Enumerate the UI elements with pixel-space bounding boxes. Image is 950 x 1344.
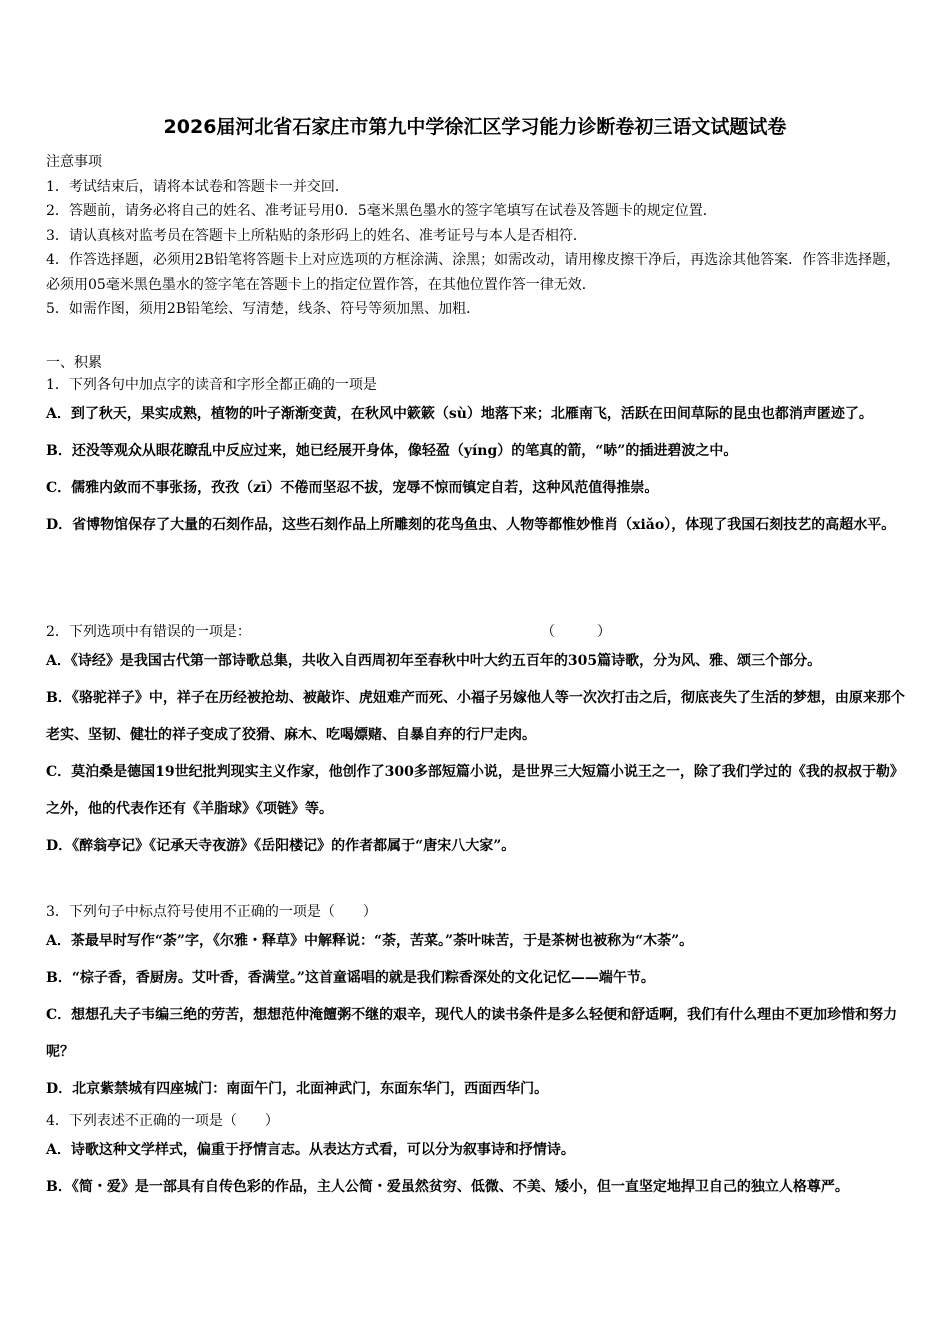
notice-item: 5．如需作图，须用2B铅笔绘、写清楚，线条、符号等须加黑、加粗． <box>46 301 481 317</box>
option-a: A．《诗经》是我国古代第一部诗歌总集，共收入自西周初年至春秋中叶大约五百年的305篇诗歌，分为风、雅、颂三个部分。 <box>46 653 822 669</box>
section-heading: 一、积累 <box>46 355 102 371</box>
option-b: B．《简・爱》是一部具有自传色彩的作品，主人公简・爱虽然贫穷、低微、不美、矮小，但一直坚定地捍卫自己的独立人格尊严。 <box>46 1179 849 1195</box>
option-list <box>46 923 906 1108</box>
option-list <box>46 396 906 544</box>
option-b: B．还没等观众从眼花瞭乱中反应过来，她已经展开身体，像轻盈（yíng）的笔真的箭，“哧”的插进碧波之中。 <box>46 443 738 459</box>
option-a: A．诗歌这种文学样式，偏重于抒情言志。从表达方式看，可以分为叙事诗和抒情诗。 <box>46 1142 575 1158</box>
answer-parentheses: （ ） <box>541 624 611 640</box>
question-2 <box>46 621 906 865</box>
option-c: C．莫泊桑是德国19世纪批判现实主义作家，他创作了300多部短篇小说，是世界三大短篇小说王之一，除了我们学过的《我的叔叔于勒》之外，他的代表作还有《羊脂球》《项链》等。 <box>46 764 904 817</box>
option-d: D．《醉翁亭记》《记承天寺夜游》《岳阳楼记》的作者都属于“唐宋八大家”。 <box>46 838 516 854</box>
question-stem: 4．下列表述不正确的一项是（ ） <box>46 1113 279 1129</box>
notice-item: 4．作答选择题，必须用2B铅笔将答题卡上对应选项的方框涂满、涂黑；如需改动，请用橡皮擦干净后，再选涂其他答案．作答非选择题，必须用05毫米黑色墨水的签字笔在答题卡上的指定位置作答，在其他位置作答一律无效． <box>46 252 901 293</box>
option-d: D．省博物馆保存了大量的石刻作品，这些石刻作品上所雕刻的花鸟鱼虫、人物等都惟妙惟肖（xiǎo），体现了我国石刻技艺的高超水平。 <box>46 517 896 533</box>
option-d: D．北京紫禁城有四座城门：南面午门，北面神武门，东面东华门，西面西华门。 <box>46 1081 549 1097</box>
option-a: A．到了秋天，果实成熟，植物的叶子渐渐变黄，在秋风中簌簌（sù）地落下来；北雁南飞，活跃在田间草际的昆虫也都消声匿迹了。 <box>46 406 873 422</box>
option-c: C．儒雅内敛而不事张扬，孜孜（zī）不倦而坚忍不拔，宠辱不惊而镇定自若，这种风范值得推崇。 <box>46 480 659 496</box>
option-b: B．《骆驼祥子》中，祥子在历经被抢劫、被敲诈、虎妞难产而死、小福子另嫁他人等一次次打击之后，彻底丧失了生活的梦想，由原来那个老实、坚韧、健壮的祥子变成了狡猾、麻木、吃喝嫖赌、自暴自弃的行尸走肉。 <box>46 690 905 743</box>
notice-item: 2．答题前，请务必将自己的姓名、准考证号用0．5毫米黑色墨水的签字笔填写在试卷及答题卡的规定位置． <box>46 203 717 219</box>
notice-item: 3．请认真核对监考员在答题卡上所粘贴的条形码上的姓名、准考证号与本人是否相符． <box>46 227 587 244</box>
option-b: B．“棕子香，香厨房。艾叶香，香满堂。”这首童谣唱的就是我们粽香深处的文化记忆——端午节。 <box>46 970 655 986</box>
exam-title: 2026届河北省石家庄市第九中学徐汇区学习能力诊断卷初三语文试题试卷 <box>163 116 787 138</box>
question-3 <box>46 901 906 1108</box>
notice-item: 1．考试结束后，请将本试卷和答题卡一并交回． <box>46 178 349 195</box>
question-4 <box>46 1110 906 1206</box>
option-list <box>46 1132 906 1206</box>
question-stem: 2．下列选项中有错误的一项是： <box>46 624 251 640</box>
notice-heading: 注意事项 <box>46 154 102 170</box>
option-list <box>46 643 906 865</box>
notice-block <box>46 150 906 322</box>
option-c: C．想想孔夫子韦编三绝的劳苦，想想范仲淹饘粥不继的艰辛，现代人的读书条件是多么轻便和舒适啊，我们有什么理由不更加珍惜和努力呢？ <box>46 1007 898 1060</box>
question-stem: 3．下列句子中标点符号使用不正确的一项是（ ） <box>46 904 377 920</box>
question-stem: 1．下列各句中加点字的读音和字形全都正确的一项是 <box>46 377 377 393</box>
option-a: A．茶最早时写作“荼”字，《尔雅・释草》中解释说：“荼，苦菜。”荼叶味苦，于是茶树也被称为“木荼”。 <box>46 933 694 949</box>
question-1 <box>46 374 906 544</box>
